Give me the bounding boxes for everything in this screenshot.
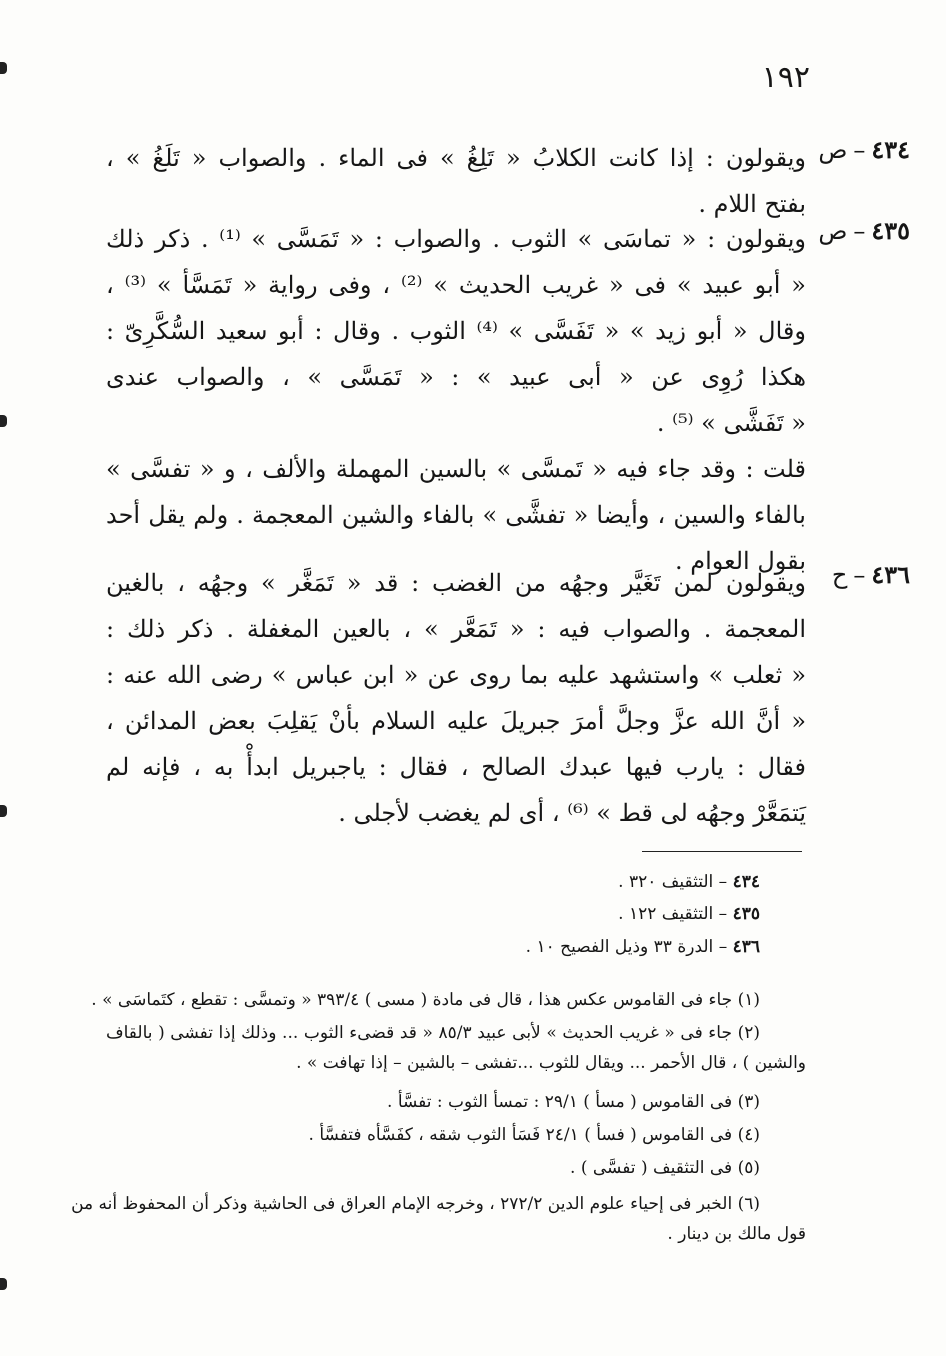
entry-line: يَتمَعَّرْ وجهُه لى قط » ⁽⁶⁾ ، أى لم يغضب لأجلى . xyxy=(338,799,806,827)
entry-line: المعجمة . والصواب فيه : « تَمَعَّر » ، بالعين المغفلة . ذكر ذلك : xyxy=(106,615,806,643)
footnote-line: (١) جاء فى القاموس عكس هذا ، قال فى مادة ( مسى ) ٣٩٣/٤ « وتمسَّى : تقطع ، كتَماسَى » . xyxy=(91,990,760,1010)
source-number: ٤٣٤ xyxy=(732,872,760,892)
entry-tag: ٤٣٥–ص xyxy=(818,216,910,245)
scan-edge-mark xyxy=(0,62,7,74)
footnote-line: (٦) الخبر فى إحياء علوم الدين ٢٧٢/٢ ، وخرجه الإمام العراق فى الحاشية وذكر أن المحفوظ أنه من xyxy=(71,1194,760,1214)
source-number: ٤٣٦ xyxy=(732,937,760,957)
entry-436 xyxy=(106,560,910,836)
entry-line: بالفاء والسين ، وأيضا « تفشَّى » بالفاء والشين المعجمة . ولم يقل أحد xyxy=(106,501,806,529)
source-text: – الدرة ٣٣ وذيل الفصيح ١٠ . xyxy=(525,937,728,957)
footnote-4 xyxy=(309,1120,760,1150)
footnote-line: (٢) جاء فى « غريب الحديث » لأبى عبيد ٨٥/٣ « قد قضىء الثوب ... وذلك إذا تفشى ( بالقاف xyxy=(106,1023,760,1043)
entry-line: « أبو عبيد » فى « غريب الحديث » ⁽²⁾ ، وفى رواية « تَمَسَّأ » ⁽³⁾ ، xyxy=(106,271,806,299)
entry-line: « أنَّ الله عزَّ وجلَّ أمرَ جبريلَ عليه السلام بأنْ يَقلِبَ بعض المدائن ، xyxy=(106,707,806,735)
entry-tag: ٤٣٦–ح xyxy=(831,560,910,589)
footnote-2 xyxy=(106,1018,806,1078)
footnote-line: والشين ) ، قال الأحمر ... ويقال للثوب ...تفشى – بالشين – إذا تهافت » . xyxy=(296,1053,806,1073)
source-text: – التثقيف ١٢٢ . xyxy=(618,904,728,924)
source-reference xyxy=(618,872,760,892)
source-reference xyxy=(526,937,760,957)
source-text: – التثقيف ٣٢٠ . xyxy=(618,872,728,892)
entry-line: ويقولون : « تماسَى » الثوب . والصواب : « تَمَسَّى » ⁽¹⁾ . ذكر ذلك xyxy=(106,225,806,253)
scan-edge-mark xyxy=(0,415,7,427)
entry-letter: ح xyxy=(831,561,848,589)
entry-line: ويقولون لمن تَغَيَّر وجهُه من الغضب : قد « تَمَغَّر » وجهُه ، بالغين xyxy=(106,569,806,597)
footnote-3 xyxy=(387,1087,760,1117)
scan-edge-mark xyxy=(0,1278,7,1290)
entry-line: وقال « أبو زيد » « تَفَسَّى » ⁽⁴⁾ الثوب . وقال : أبو سعيد السُّكَّرِىّ : xyxy=(106,317,806,345)
scan-edge-mark xyxy=(0,805,7,817)
footnote-line: (٤) فى القاموس ( فسأ ) ٢٤/١ فَسَأ الثوب شقه ، كفَسَّأه فتفسَّأ . xyxy=(308,1125,760,1145)
source-reference xyxy=(618,904,760,924)
entry-434 xyxy=(106,135,910,227)
footnote-line: (٥) فى التثقيف ( تفسَّى ) . xyxy=(570,1158,760,1178)
entry-line: « ثعلب » واستشهد عليه بما روى عن « ابن عباس » رضى الله عنه : xyxy=(106,661,806,689)
footnote-line: قول مالك بن دينار . xyxy=(667,1224,806,1244)
footnote-1 xyxy=(91,985,760,1015)
page-number: ١٩٢ xyxy=(761,60,810,95)
entry-line: « تَفَشَّى » ⁽⁵⁾ . xyxy=(656,409,806,437)
entry-number: ٤٣٥ xyxy=(871,216,910,245)
entry-line: بقول العوام . xyxy=(674,547,806,575)
entry-line: قلت : وقد جاء فيه « تَمسَّى » بالسين المهملة والألف ، و « تفسَّى » xyxy=(106,455,806,483)
entry-number: ٤٣٦ xyxy=(871,560,910,589)
footnote-line: (٣) فى القاموس ( مسأ ) ٢٩/١ : تمسأ الثوب : تفسَّأ . xyxy=(387,1092,760,1112)
entry-tag: ٤٣٤–ص xyxy=(818,135,910,164)
source-number: ٤٣٥ xyxy=(732,904,760,924)
entry-number: ٤٣٤ xyxy=(871,135,910,164)
entry-line: بفتح اللام . xyxy=(698,190,806,218)
entry-letter: ص xyxy=(818,136,848,164)
footnote-divider xyxy=(642,851,802,852)
footnote-5 xyxy=(570,1153,760,1183)
entry-line: فقال : يارب فيها عبدك الصالح ، فقال : ياجبريل ابدأْ به ، فإنه لم xyxy=(106,753,806,781)
entry-letter: ص xyxy=(818,217,848,245)
entry-line: ويقولون : إذا كانت الكلابُ « تَلِغُ » فى الماء . والصواب « تَلَغُ » ، xyxy=(106,144,806,172)
footnote-6 xyxy=(71,1189,806,1249)
entry-line: هكذا رُوِى عن « أبى عبيد » : « تَمَسَّى » ، والصواب عندى xyxy=(106,363,806,391)
